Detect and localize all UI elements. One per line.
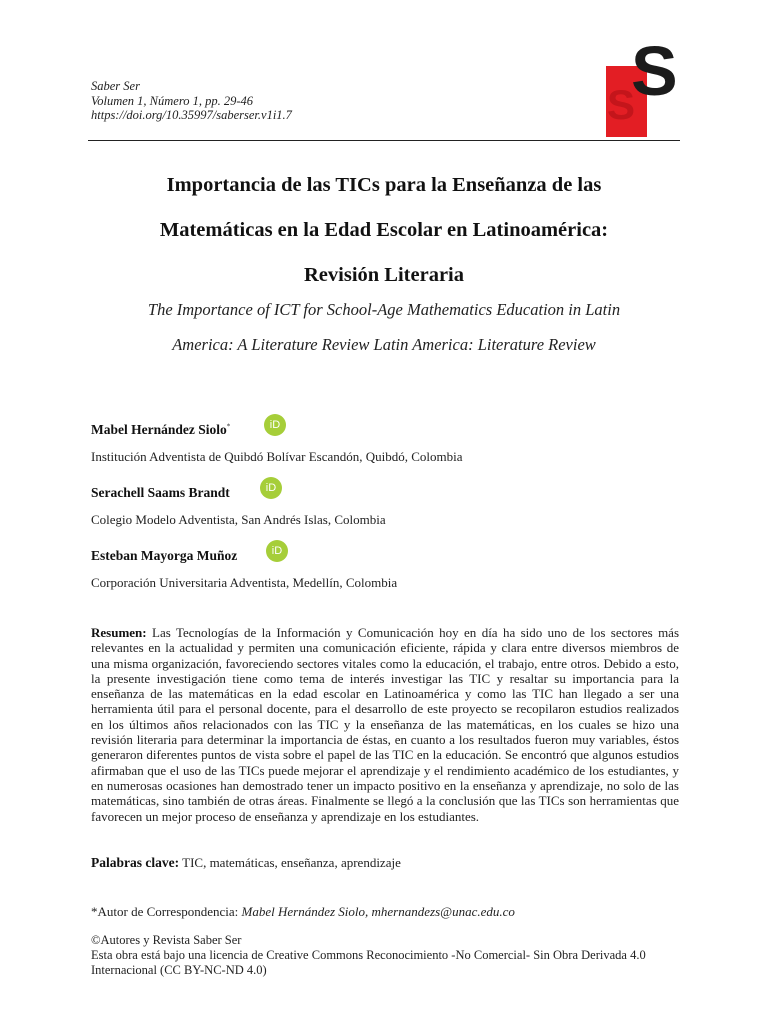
subtitle-line-1: The Importance of ICT for School-Age Mathematics Education in Latin xyxy=(147,300,621,319)
journal-header xyxy=(91,79,292,123)
keywords-label: Palabras clave: xyxy=(91,855,180,870)
header-divider xyxy=(88,140,680,141)
abstract-label: Resumen: xyxy=(91,625,147,640)
author-1-name-text: Mabel Hernández Siolo xyxy=(91,422,227,437)
license-note xyxy=(91,933,691,978)
license-copyright: ©Autores y Revista Saber Ser xyxy=(91,933,242,947)
logo-big-s: S xyxy=(631,32,678,110)
title-line-3: Revisión Literaria xyxy=(304,264,464,286)
subtitle-line-2: America: A Literature Review Latin America: Literature Review xyxy=(172,335,596,354)
logo-small-s: S xyxy=(607,81,636,128)
license-text: Esta obra está bajo una licencia de Creative Commons Reconocimiento -No Comercial- Sin Obra Derivada 4.0 Internacional (CC BY-NC-ND 4.0) xyxy=(91,948,646,977)
author-1-name xyxy=(91,422,230,438)
paper-subtitle-english xyxy=(88,292,680,362)
keywords xyxy=(91,855,401,871)
correspondence-note xyxy=(91,904,515,920)
journal-doi[interactable]: https://doi.org/10.35997/saberser.v1i1.7 xyxy=(91,108,292,122)
journal-logo xyxy=(606,32,678,138)
journal-name: Saber Ser xyxy=(91,79,140,93)
author-3-affiliation: Corporación Universitaria Adventista, Medellín, Colombia xyxy=(91,575,398,590)
orcid-icon[interactable]: iD xyxy=(264,414,286,436)
author-2-name: Serachell Saams Brandt xyxy=(91,485,230,500)
title-line-1: Importancia de las TICs para la Enseñanza de las xyxy=(166,174,602,196)
correspondence-label: *Autor de Correspondencia: xyxy=(91,904,239,919)
title-line-2: Matemáticas en la Edad Escolar en Latinoamérica: xyxy=(159,219,609,241)
author-1-affiliation: Institución Adventista de Quibdó Bolívar Escandón, Quibdó, Colombia xyxy=(91,449,463,464)
author-3-name: Esteban Mayorga Muñoz xyxy=(91,548,238,563)
orcid-icon[interactable]: iD xyxy=(260,477,282,499)
keywords-text: TIC, matemáticas, enseñanza, aprendizaje xyxy=(182,855,401,870)
paper-title xyxy=(88,163,680,298)
correspondence-text: Mabel Hernández Siolo, mhernandezs@unac.edu.co xyxy=(241,904,515,919)
orcid-icon[interactable]: iD xyxy=(266,540,288,562)
journal-volume: Volumen 1, Número 1, pp. 29-46 xyxy=(91,93,254,108)
author-1-mark: * xyxy=(226,422,231,431)
author-2-affiliation: Colegio Modelo Adventista, San Andrés Islas, Colombia xyxy=(91,512,386,527)
abstract-text: Las Tecnologías de la Información y Comunicación hoy en día ha sido uno de los sectores más relevantes en la actualidad y permiten una comunicación eficiente, rápida y clara entre diversos miembros de una misma organización, favoreciendo sectores vitales como la educación, el trabajo, entre otros. Debido a esto, la presente investigación tiene como tema de interés investigar las TIC y resaltar su importancia para la enseñanza de las matemáticas en la edad escolar en Latinoamérica y como las TIC han llegado a ser una herramienta útil para el personal docente, para el desarrollo de este proyecto se recopilaron estudios realizados en los últimos años relacionados con las TIC y la enseñanza de las matemáticas, en los cuales se hizo una revisión literaria para determinar la importancia de éstas, en cuanto a los resultados fueron muy variables, éstos generaron diferentes puntos de vista sobre el papel de las TIC en la educación. Se encontró que algunos estudios afirmaban que el uso de las TICs puede mejorar el aprendizaje y el rendimiento académico de los estudiantes, y en numerosas ocasiones han demostrado tener un impacto positivo en la enseñanza y aprendizaje, no solo de las matemáticas, sino también de otras áreas. Finalmente se llegó a la conclusión que las TICs son herramientas que favorecen un mejor proceso de enseñanza y aprendizaje en los estudiantes. xyxy=(91,625,680,824)
abstract xyxy=(91,625,679,824)
